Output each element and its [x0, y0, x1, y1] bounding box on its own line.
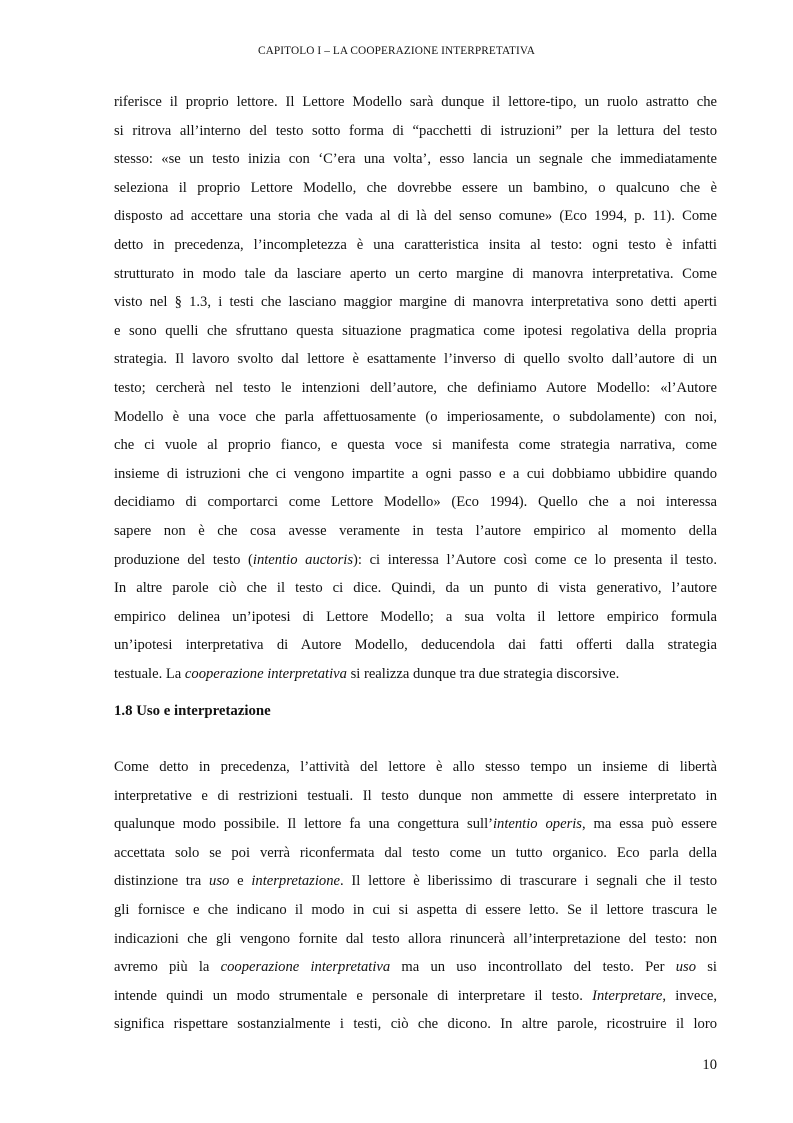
text-segment: testo; cercherà nel testo le intenzioni dell’autore, che definiamo Autore Modello: «l’Autore — [114, 379, 717, 396]
text-line — [114, 345, 717, 374]
text-line — [114, 288, 717, 317]
text-segment: qualunque modo possibile. Il lettore fa una congettura sull’ — [114, 816, 493, 833]
text-line — [114, 1010, 717, 1039]
text-segment: si ritrova all’interno del testo sotto forma di “pacchetti di istruzioni” per la lettura del testo — [114, 122, 717, 139]
text-segment: riferisce il proprio lettore. Il Lettore Modello sarà dunque il lettore-tipo, un ruolo astratto che — [114, 94, 717, 110]
text-line — [114, 317, 717, 346]
text-segment: si — [696, 959, 717, 976]
text-segment: indicazioni che gli vengono fornite dal testo allora rinuncerà all’interpretazione del testo: non — [114, 930, 717, 947]
text-line — [114, 117, 717, 146]
text-segment: insieme di istruzioni che ci vengono impartite a ogni passo e a cui dobbiamo ubbidire quando — [114, 465, 717, 482]
text-line — [114, 460, 717, 489]
text-segment: decidiamo di comportarci come Lettore Modello» (Eco 1994). Quello che a noi interessa — [114, 494, 717, 511]
text-segment: gli fornisce e che indicano il modo in cui si aspetta di essere letto. Se il lettore trascura le — [114, 901, 717, 918]
text-line — [114, 982, 717, 1011]
italic-term: intentio auctoris — [252, 551, 353, 568]
text-line — [114, 145, 717, 174]
text-segment: sapere non è che cosa avesse veramente in testa l’autore empirico al momento della — [114, 522, 717, 539]
text-segment: e sono quelli che sfruttano questa situazione pragmatica come ipotesi regolativa della propria — [114, 322, 717, 339]
text-line — [114, 517, 717, 546]
running-header: CAPITOLO I – LA COOPERAZIONE INTERPRETATIVA — [258, 45, 535, 57]
italic-term: uso — [675, 959, 697, 976]
text-segment: empirico delinea un’ipotesi di Lettore Modello; a sua volta il lettore empirico formula — [114, 608, 717, 625]
text-line — [114, 174, 717, 203]
text-line — [114, 631, 717, 660]
text-line — [114, 202, 717, 231]
text-line — [114, 574, 717, 603]
text-line — [114, 231, 717, 260]
text-line — [114, 403, 717, 432]
text-line — [114, 603, 717, 632]
text-segment: intende quindi un modo strumentale e personale di interpretare il testo. — [114, 987, 593, 1004]
text-line — [114, 546, 717, 575]
text-segment: disposto ad accettare una storia che vada al di là del senso comune» (Eco 1994, p. 11). Come — [114, 208, 717, 225]
text-line — [114, 431, 717, 460]
text-line — [114, 810, 717, 839]
text-segment: detto in precedenza, l’incompletezza è una caratteristica insita al testo: ogni testo è infatti — [114, 236, 717, 253]
section-heading: 1.8 Uso e interpretazione — [114, 703, 271, 719]
text-line — [114, 839, 717, 868]
text-segment: In altre parole ciò che il testo ci dice. Quindi, da un punto di vista generativo, l’autore — [114, 580, 717, 597]
text-segment: ): ci interessa l’Autore così come ce lo presenta il testo. — [353, 551, 717, 568]
text-segment: accettata solo se poi verrà riconfermata dal testo come un tutto organico. Eco parla della — [114, 844, 717, 861]
text-segment: avremo più la — [114, 959, 221, 976]
text-segment: strutturato in modo tale da lasciare aperto un certo margine di manovra interpretativa. Come — [114, 265, 717, 282]
paragraph-cooperazione — [114, 88, 717, 688]
text-segment: e — [229, 873, 252, 890]
italic-term: cooperazione interpretativa — [184, 665, 347, 682]
text-line — [114, 896, 717, 925]
text-segment: , invece, — [662, 987, 717, 1004]
text-segment: stesso: «se un testo inizia con ‘C’era una volta’, esso lancia un segnale che immediatamente — [114, 151, 717, 168]
italic-term: cooperazione interpretativa — [220, 959, 391, 976]
text-segment: Modello è una voce che parla affettuosamente (o imperiosamente, o subdolamente) con noi, — [114, 408, 717, 425]
text-segment: strategia. Il lavoro svolto dal lettore è esattamente l’inverso di quello svolto dall’autore di un — [114, 351, 717, 368]
text-segment: . Il lettore è liberissimo di trascurare i segnali che il testo — [340, 873, 718, 890]
text-segment: produzione del testo ( — [114, 551, 253, 568]
text-segment: significa rispettare sostanzialmente i testi, ciò che dicono. In altre parole, ricostruire il loro — [114, 1016, 717, 1033]
text-segment: seleziona il proprio Lettore Modello, che dovrebbe essere un bambino, o qualcuno che è — [114, 179, 717, 196]
paragraph-uso-interpretazione — [114, 753, 717, 1039]
text-segment: distinzione tra — [114, 873, 210, 890]
text-line — [114, 867, 717, 896]
text-segment: un’ipotesi interpretativa di Autore Modello, deducendola dai fatti offerti dalla strategia — [114, 637, 717, 654]
text-line — [114, 753, 717, 782]
text-line — [114, 88, 717, 117]
italic-term: uso — [209, 873, 230, 890]
text-line — [114, 374, 717, 403]
text-line — [114, 925, 717, 954]
text-segment: ma un uso incontrollato del testo. Per — [390, 959, 676, 976]
text-segment: testuale. La — [114, 665, 185, 682]
text-segment: Come detto in precedenza, l’attività del lettore è allo stesso tempo un insieme di libertà — [114, 759, 717, 775]
text-segment: interpretative e di restrizioni testuali. Il testo dunque non ammette di essere interpretato in — [114, 787, 717, 804]
text-segment: che ci vuole al proprio fianco, e questa voce si manifesta come strategia narrativa, come — [114, 437, 717, 454]
italic-term: intentio operis — [493, 816, 582, 833]
text-segment: si realizza dunque tra due strategia discorsive. — [346, 665, 620, 682]
text-segment: , ma essa può essere — [581, 816, 717, 833]
page-number: 10 — [702, 1057, 717, 1073]
text-line — [114, 782, 717, 811]
text-line — [114, 488, 717, 517]
italic-term: interpretazione — [251, 873, 340, 890]
text-line — [114, 953, 717, 982]
text-segment: visto nel § 1.3, i testi che lasciano maggior margine di manovra interpretativa sono detti aperti — [114, 294, 717, 311]
text-line — [114, 260, 717, 289]
italic-term: Interpretare — [592, 987, 663, 1004]
text-line — [114, 660, 717, 689]
